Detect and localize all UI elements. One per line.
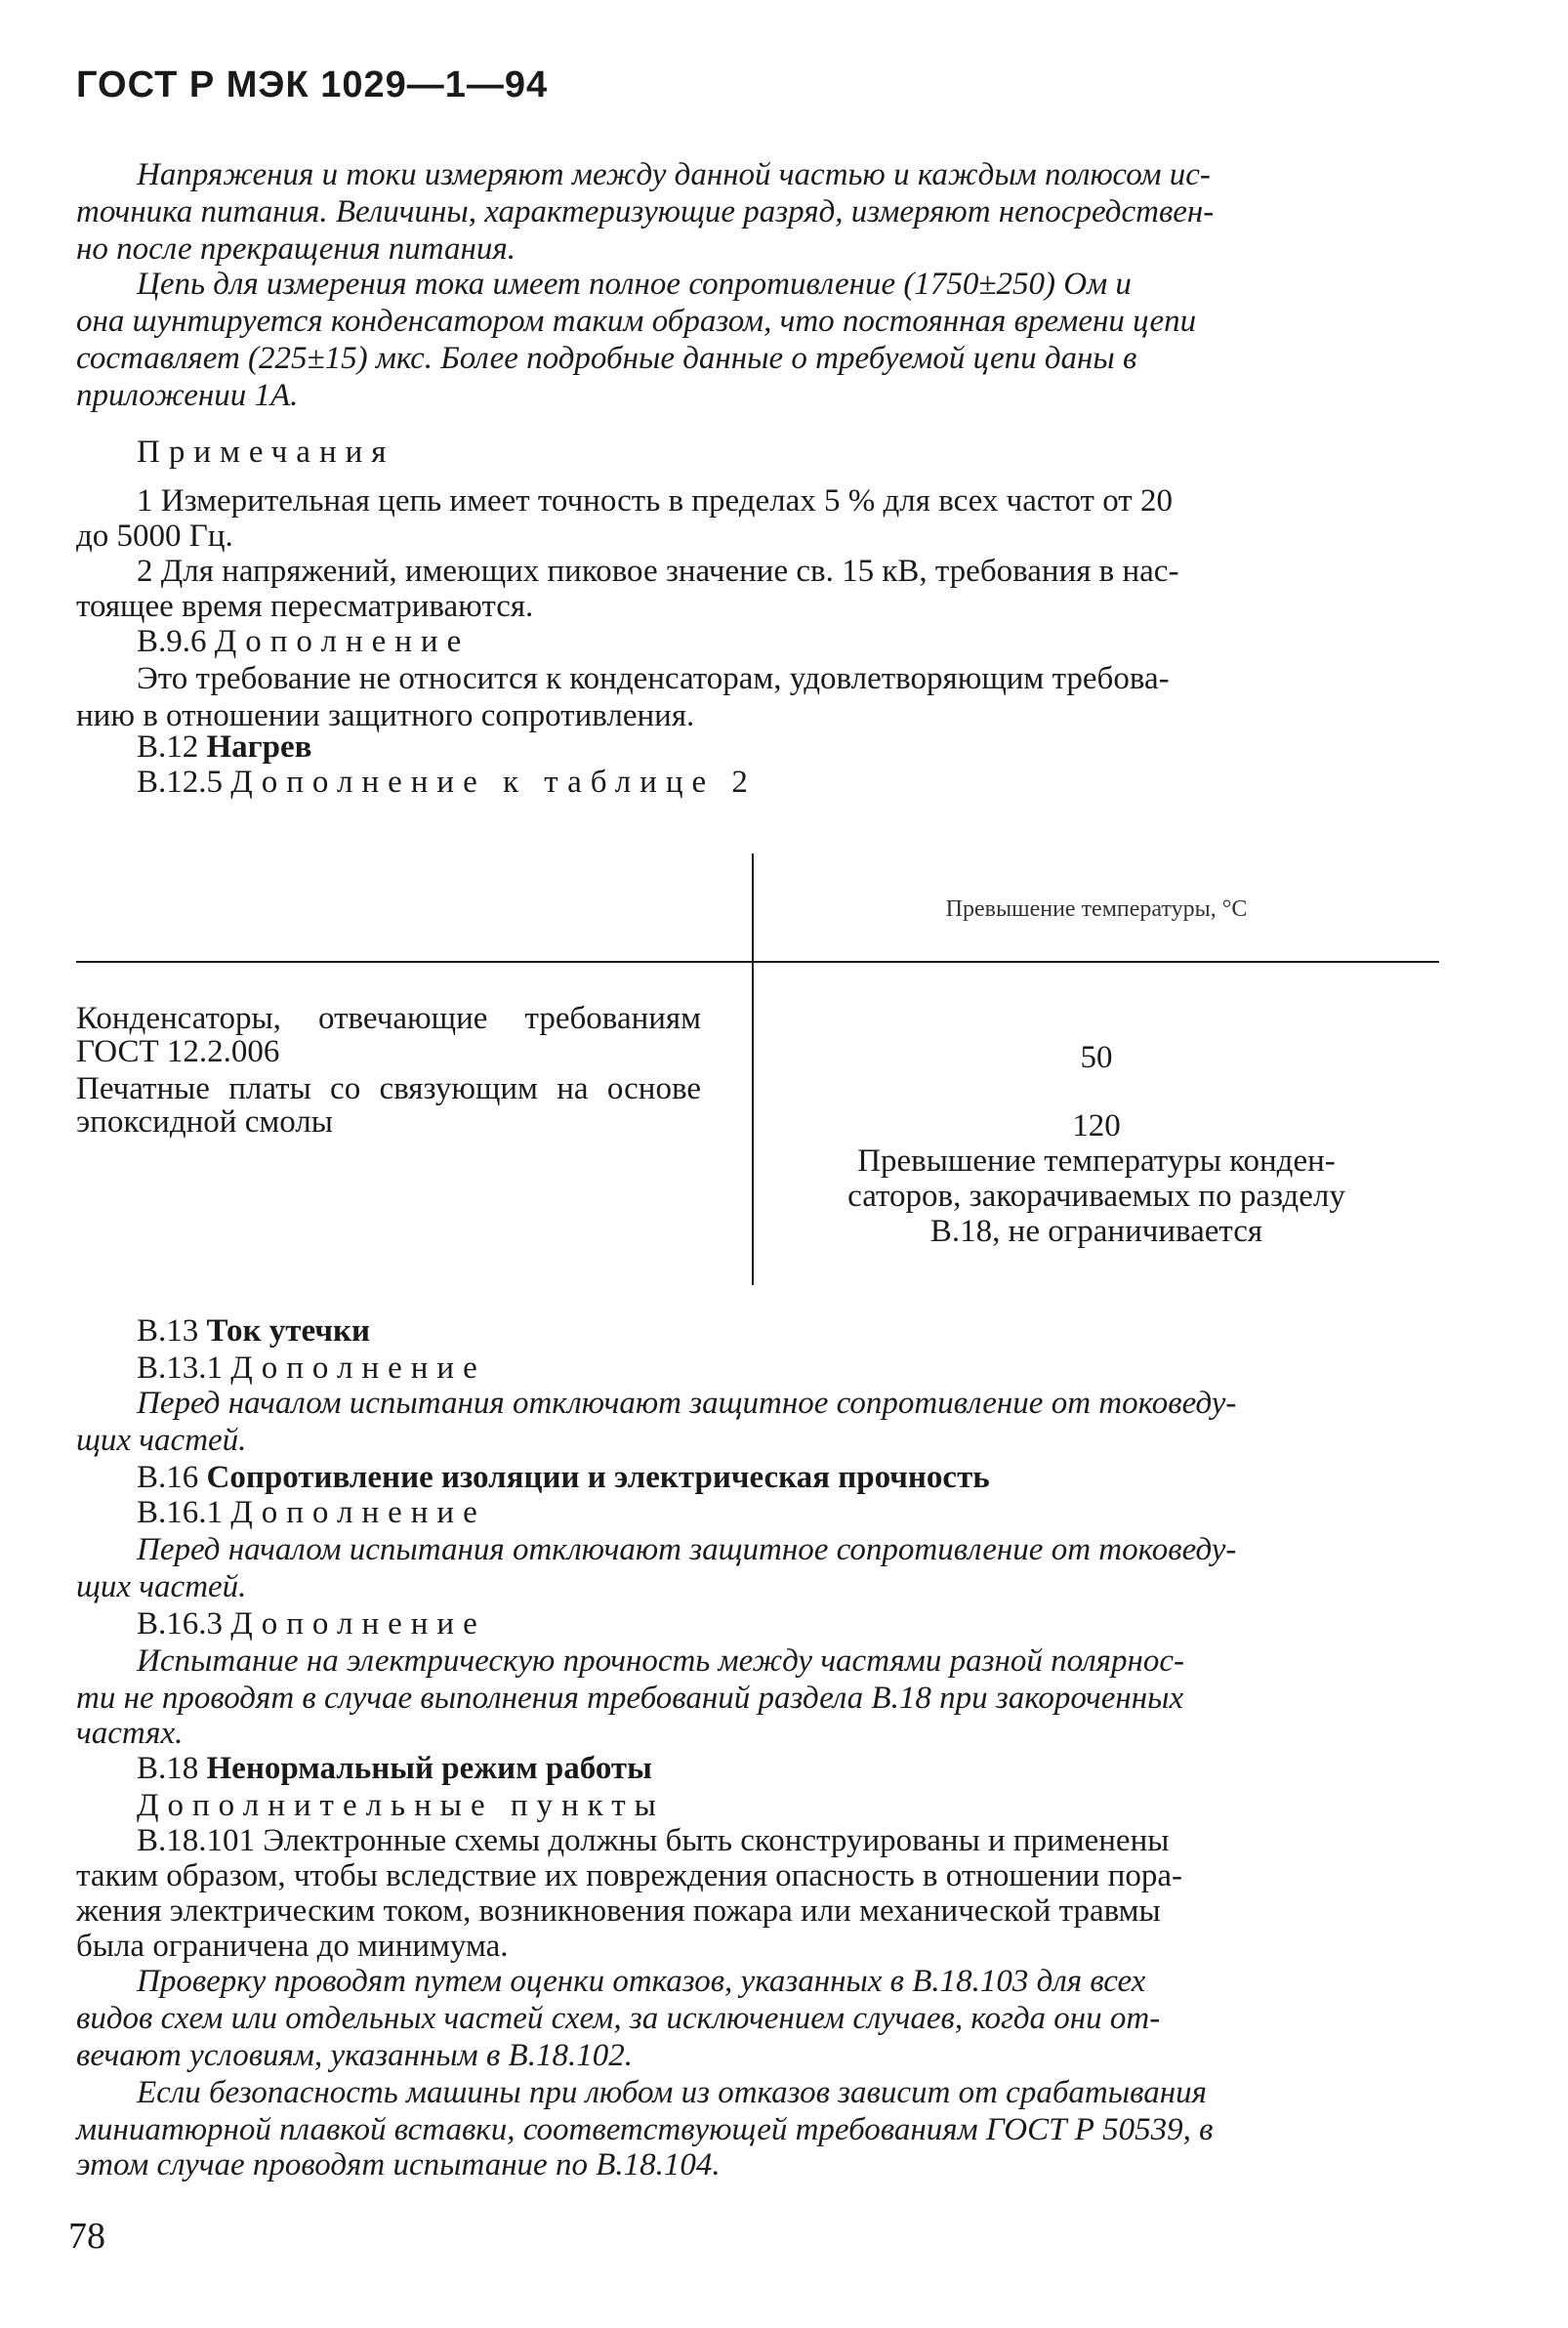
section-title: Нагрев [206, 729, 312, 765]
table-note-line: саторов, закорачиваемых по разделу [847, 1179, 1345, 1214]
section-heading-b96 [137, 623, 470, 660]
section-number: В.13 [137, 1313, 199, 1349]
paragraph-line: таким образом, чтобы вследствие их повреждения опасность в отношении пора- [76, 1858, 1182, 1893]
section-number: В.9.6 [137, 624, 207, 659]
paragraph-line: Напряжения и токи измеряют между данной частью и каждым полюсом ис- [137, 157, 1211, 192]
note-line: тоящее время пересматриваются. [76, 589, 534, 624]
section-title: Ток утечки [206, 1313, 370, 1349]
section-title: Ненормальный режим работы [206, 1751, 652, 1786]
paragraph-line: была ограничена до минимума. [76, 1929, 509, 1964]
paragraph-line: Проверку проводят путем оценки отказов, указанных в В.18.103 для всех [137, 1964, 1146, 1999]
paragraph-line: вечают условиям, указанным в В.18.102. [76, 2038, 633, 2073]
paragraph-line: жения электрическим током, возникновения пожара или механической травмы [76, 1893, 1161, 1929]
paragraph-line: составляет (225±15) мкс. Более подробные данные о требуемой цепи даны в [76, 341, 1137, 376]
section-label: Дополнение к таблице 2 [230, 765, 757, 800]
paragraph-line: точника питания. Величины, характеризующие разряд, измеряют непосредствен- [76, 194, 1215, 229]
table-row-value: 50 [1080, 1040, 1113, 1075]
section-heading-b163 [137, 1605, 486, 1642]
paragraph-line: ти не проводят в случае выполнения требований раздела В.18 при закороченных [76, 1681, 1184, 1716]
section-label: Дополнение [230, 1495, 486, 1530]
section-heading-b18 [137, 1750, 652, 1787]
section-number: В.16.1 [137, 1495, 224, 1530]
section-number: В.12.5 [137, 765, 224, 800]
paragraph-line: Перед началом испытания отключают защитное сопротивление от токоведу- [137, 1386, 1237, 1421]
paragraph-line: нию в отношении защитного сопротивления. [76, 698, 695, 733]
note-line: до 5000 Гц. [76, 519, 233, 554]
section-number: В.13.1 [137, 1351, 224, 1386]
section-number: В.12 [137, 729, 199, 765]
table-note-line: В.18, не ограничивается [929, 1214, 1263, 1249]
paragraph-line: Это требование не относится к конденсаторам, удовлетворяющим требова- [137, 661, 1170, 696]
paragraph-line: видов схем или отдельных частей схем, за исключением случаев, когда они от- [76, 2001, 1161, 2036]
table-note-line: Превышение температуры конден- [857, 1143, 1336, 1179]
table-row-value: 120 [1072, 1108, 1121, 1143]
paragraph-line: В.18.101 Электронные схемы должны быть сконструированы и применены [137, 1823, 1170, 1858]
paragraph-line: она шунтируется конденсатором таким образом, что постоянная времени цепи [76, 304, 1197, 339]
paragraph-line: частях. [76, 1716, 184, 1751]
document-header: ГОСТ Р МЭК 1029—1—94 [76, 64, 549, 105]
paragraph-line: миниатюрной плавкой вставки, соответствующей требованиям ГОСТ Р 50539, в [76, 2112, 1214, 2147]
table-divider-horizontal [76, 961, 1439, 963]
section-heading-b125 [137, 764, 757, 801]
table-header-temperature: Превышение температуры, °С [945, 896, 1248, 922]
paragraph-line: Перед началом испытания отключают защитное сопротивление от токоведу- [137, 1532, 1237, 1567]
paragraph-line: Испытание на электрическую прочность между частями разной полярнос- [137, 1643, 1184, 1679]
section-label: Дополнение [214, 624, 471, 659]
section-heading-b16 [137, 1459, 990, 1496]
section-number: В.16 [137, 1460, 199, 1495]
page-number: 78 [68, 2216, 105, 2257]
paragraph-line: щих частей. [76, 1569, 247, 1604]
section-label: Дополнение [230, 1351, 486, 1386]
table-row-label: Печатные платы со связующим на основе эпоксидной смолы [76, 1071, 701, 1140]
section-heading-b131 [137, 1350, 486, 1387]
subsection-label: Дополнительные пункты [137, 1788, 665, 1823]
section-title: Сопротивление изоляции и электрическая прочность [206, 1460, 990, 1495]
paragraph-line: этом случае проводят испытание по В.18.104. [76, 2147, 721, 2182]
paragraph-line: приложении 1А. [76, 378, 299, 413]
section-heading-b12 [137, 728, 312, 766]
paragraph-line: но после прекращения питания. [76, 231, 516, 267]
note-line: 1 Измерительная цепь имеет точность в пределах 5 % для всех частот от 20 [137, 483, 1173, 519]
section-number: В.18 [137, 1751, 199, 1786]
paragraph-line: Если безопасность машины при любом из отказов зависит от срабатывания [137, 2075, 1207, 2110]
note-line: 2 Для напряжений, имеющих пиковое значение св. 15 кВ, требования в нас- [137, 554, 1179, 589]
section-label: Дополнение [230, 1606, 486, 1642]
paragraph-line: щих частей. [76, 1423, 247, 1458]
section-number: В.16.3 [137, 1606, 224, 1642]
section-heading-b13 [137, 1312, 370, 1350]
paragraph-line: Цепь для измерения тока имеет полное сопротивление (1750±250) Ом и [137, 267, 1132, 302]
notes-title: Примечания [137, 435, 395, 470]
table-row-label: Конденсаторы, отвечающие требованиям ГОСТ 12.2.006 [76, 1001, 701, 1069]
section-heading-b161 [137, 1494, 486, 1531]
